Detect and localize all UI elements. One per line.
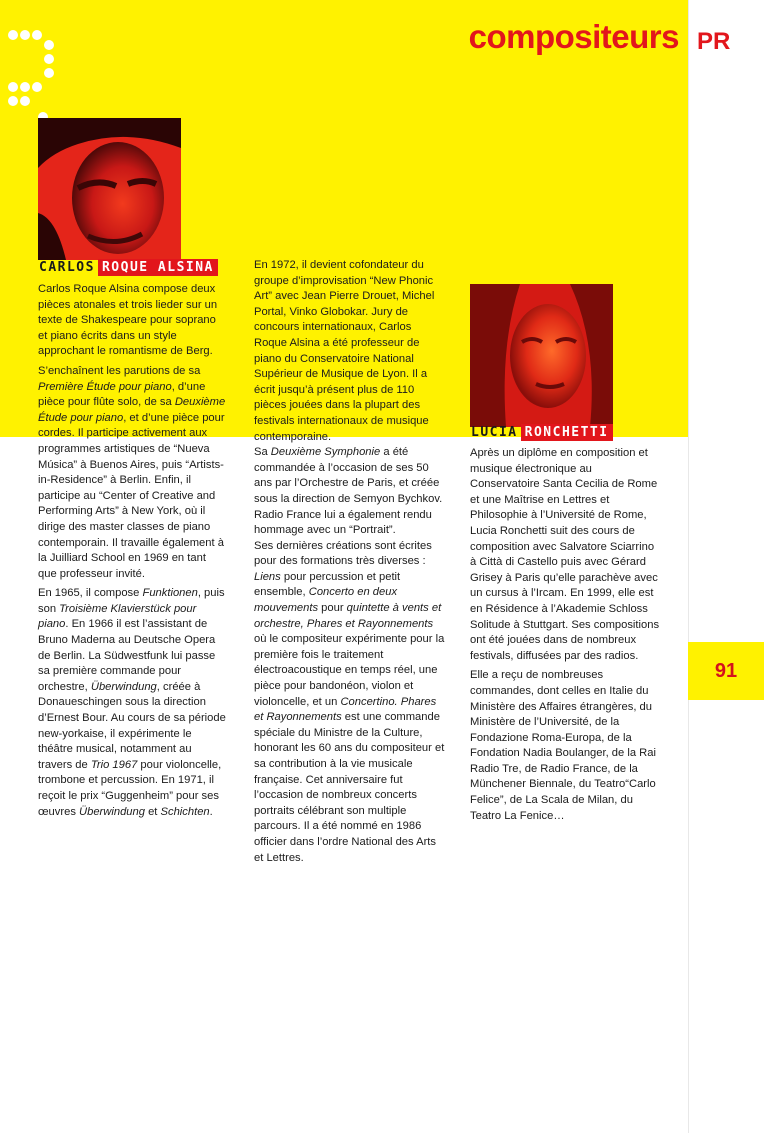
text-segment: S’enchaînent les parutions de sa <box>38 364 201 377</box>
bio-paragraph <box>470 668 660 824</box>
bio-paragraph <box>254 445 446 539</box>
last-name: RONCHETTI <box>521 424 613 441</box>
work-title: quintette à vents et orchestre, Phares et Rayonnements <box>254 602 442 630</box>
last-name: ROQUE ALSINA <box>98 259 218 276</box>
page-number-tab: 91 <box>688 642 764 700</box>
bio-paragraph <box>38 282 226 360</box>
portrait-lucia-ronchetti <box>470 284 613 427</box>
work-title: Concertino. Phares et Rayonnements <box>254 695 437 724</box>
text-segment: En 1965, il compose <box>38 587 143 600</box>
work-title: Überwindung <box>79 805 145 818</box>
portrait-carlos-roque-alsina <box>38 118 181 260</box>
work-title: Deuxième Étude pour piano <box>38 396 226 424</box>
work-title: Liens <box>254 570 281 583</box>
bio-paragraph <box>254 539 446 866</box>
text-segment: Sa <box>254 446 271 459</box>
section-title: compositeurs <box>468 18 679 55</box>
text-segment: . En 1966 il est l’assistant de Bruno Maderna au Deutsche Opera de Berlin. La Südwestfunk lui passe sa première commande pour orchestre, <box>38 618 216 693</box>
composer-name-lucia <box>470 424 613 441</box>
work-title: Concerto en deux mouvements <box>254 586 398 615</box>
text-segment: , créée à Donaueschingen sous la direction d’Ernest Bour. Au cours de sa période new-yorkaise, il expérimente le théâtre musical, notamment au travers de <box>38 680 226 771</box>
work-title: Deuxième Symphonie <box>270 446 381 459</box>
text-segment: a été commandée à l’occasion de ses 50 ans par l’Orchestre de Paris, et créée sous la direction de Semyon Bychkov. Radio France lui a également rendu hommage avec un “Portrait”. <box>254 446 443 537</box>
bio-paragraph <box>254 258 446 445</box>
first-name: CARLOS <box>39 260 95 275</box>
bio-column-1 <box>38 282 226 824</box>
text-segment: pour <box>318 602 347 615</box>
bio-paragraph <box>38 364 226 582</box>
text-segment: , puis son <box>38 587 225 615</box>
work-title: Schichten <box>160 805 210 818</box>
work-title: Trio 1967 <box>90 758 138 771</box>
work-title: Première Étude pour piano <box>38 380 172 393</box>
work-title: Funktionen <box>142 587 198 600</box>
work-title: Überwindung <box>90 680 157 693</box>
text-segment: est une commande spéciale du Ministre de la Culture, honorant les 60 ans du compositeur et sa contribution à la vie musicale française. Cet anniversaire fut l’occasion de nombreux concerts portraits célébrant son multiple parcours. Il a été nommé en 1986 officier dans l’ordre National des Arts et Lettres. <box>254 711 445 864</box>
text-segment: pour percussion et petit ensemble, <box>254 570 401 599</box>
page-margin-strip <box>688 0 764 1133</box>
text-segment: Ses dernières créations sont écrites pour des formations très diverses : <box>254 539 432 568</box>
bio-column-2 <box>254 258 446 866</box>
text-segment: Elle a reçu de nombreuses commandes, dont celles en Italie du Ministère des Affaires étrangères, du Ministère de l’Université, de la Fondazione Roma-Europa, de la Fondation Nadia Boulanger, de la Rai Radio Tre, de Radio France, de la Münchener Biennale, du Teatro“Carlo Felice”, de La Scala de Milan, du Teatro La Fenice… <box>470 669 656 822</box>
composer-name-carlos <box>38 259 218 276</box>
text-segment: . <box>209 805 213 818</box>
bio-paragraph <box>38 586 226 820</box>
text-segment: pour violoncelle, trombone et percussion. En 1971, il reçoit le prix “Guggenheim” pour ses œuvres <box>38 758 222 818</box>
bio-paragraph <box>470 446 660 664</box>
first-name: LUCIA <box>471 425 518 440</box>
text-segment: Carlos Roque Alsina compose deux pièces atonales et trois lieder sur un texte de Shakespeare pour soprano et piano écrits dans un style approchant le romantisme de Berg. <box>38 283 218 358</box>
bio-column-3 <box>470 446 660 828</box>
text-segment: Après un diplôme en composition et musique électronique au Conservatoire Santa Cecilia de Rome et une Maîtrise en Lettres et Philosophie à l’Université de Rome, Lucia Ronchetti suit des cours de composition avec Salvatore Sciarrino à Città di Castello puis avec Gérard Grisey à Paris qu’elle parachève avec un cursus à l’Ircam. En 1999, elle est en Résidence à l’Akademie Schloss Solitude à Stuttgart. Ses compositions ont été jouées dans de nombreux festivals, diffusées par des radios. <box>470 447 660 662</box>
text-segment: où le compositeur expérimente pour la première fois le traitement électroacoustique en temps réel, une pièce pour bandonéon, violon et violoncelle, et un <box>254 633 445 708</box>
work-title: Troisième Klavierstück pour piano <box>38 602 197 631</box>
text-segment: , et d’une pièce pour cordes. Il participe activement aux programmes artistiques de “Nueva Música” à Buenos Aires, puis “Artists-in-Residence” à Berlin. Enfin, il participe au “Center of Creative and Performing Arts” à New York, où il dirige des master classes de piano contemporain. Il travaille également à la Juilliard School en 1969 en tant que professeur invité. <box>38 411 225 580</box>
text-segment: En 1972, il devient cofondateur du groupe d’improvisation “New Phonic Art” avec Jean Pierre Drouet, Michel Portal, Vinko Globokar. Jury de concours internationaux, Carlos Roque Alsina a été professeur de piano du Conservatoire National Supérieur de Musique de Lyon. Il a écrit jusqu’à présent plus de 110 pièces jouées dans la plupart des festivals internationaux de musique contemporaine. <box>254 259 435 443</box>
text-segment: et <box>144 805 161 818</box>
text-segment: , d’une pièce pour flûte solo, de sa <box>38 380 206 409</box>
section-code: PR <box>697 28 731 55</box>
